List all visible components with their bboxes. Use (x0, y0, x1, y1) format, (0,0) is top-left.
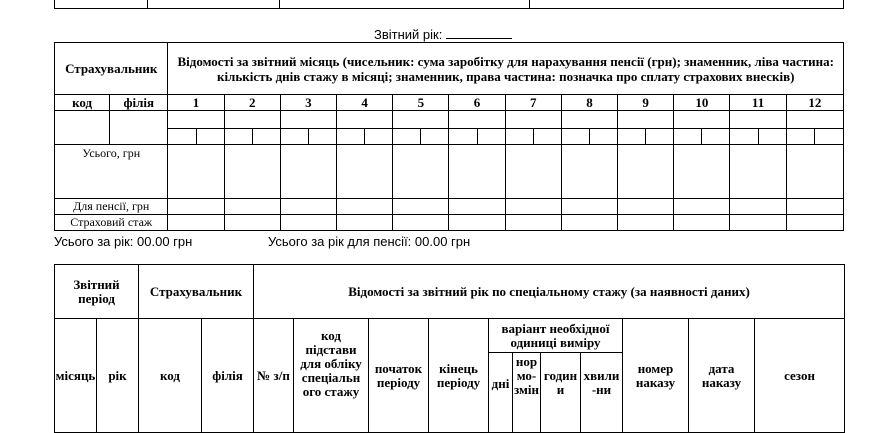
stazh-cell (505, 215, 561, 231)
hours-col-header: годин и (541, 353, 581, 433)
month-days-cell[interactable] (337, 129, 393, 145)
pension-cell (730, 199, 786, 215)
insurer-header: Страхувальник (55, 43, 168, 95)
total-cell (561, 145, 617, 199)
for-pension-label: Для пенсії, грн (55, 199, 168, 215)
total-cell (786, 145, 843, 199)
payment-mark-half[interactable] (421, 129, 448, 144)
total-cell (618, 145, 674, 199)
branch-header: філія (110, 95, 168, 111)
stazh-days-half[interactable] (674, 129, 702, 144)
payment-mark-half[interactable] (365, 129, 392, 144)
stazh-cell (674, 215, 730, 231)
payment-mark-half[interactable] (534, 129, 561, 144)
month-header-10: 10 (674, 95, 730, 111)
code-col-header: код (139, 319, 202, 433)
payment-mark-half[interactable] (253, 129, 280, 144)
month-value-cell[interactable] (337, 111, 393, 129)
total-cell (337, 145, 393, 199)
total-cell (449, 145, 505, 199)
month-value-cell[interactable] (618, 111, 674, 129)
total-cell (224, 145, 280, 199)
pension-cell (224, 199, 280, 215)
month-days-cell[interactable] (730, 129, 786, 145)
pension-cell (280, 199, 336, 215)
month-header-12: 12 (786, 95, 843, 111)
basis-code-col-header: код підстави для обліку спеціальн ого стажу (294, 319, 369, 433)
total-year-pension: Усього за рік для пенсії: 00.00 грн (268, 234, 471, 249)
month-days-cell[interactable] (449, 129, 505, 145)
special-stazh-table (54, 264, 845, 433)
stazh-days-half[interactable] (281, 129, 309, 144)
month-header-1: 1 (168, 95, 224, 111)
month-value-cell[interactable] (730, 111, 786, 129)
month-value-cell[interactable] (505, 111, 561, 129)
special-stazh-header: Відомості за звітний рік по спеціальному стажу (за наявності даних) (254, 265, 845, 319)
month-header-9: 9 (618, 95, 674, 111)
previous-table-fragment (54, 0, 844, 9)
month-header-2: 2 (224, 95, 280, 111)
norms-col-header: нор мо- змін (513, 353, 541, 433)
month-value-cell[interactable] (561, 111, 617, 129)
month-days-cell[interactable] (561, 129, 617, 145)
stazh-days-half[interactable] (618, 129, 646, 144)
period-start-col-header: початок періоду (369, 319, 429, 433)
month-value-cell[interactable] (393, 111, 449, 129)
stazh-cell (449, 215, 505, 231)
report-year-field[interactable] (446, 26, 512, 39)
payment-mark-half[interactable] (309, 129, 336, 144)
pension-cell (393, 199, 449, 215)
insurance-stazh-label: Страховий стаж (55, 215, 168, 231)
pension-cell (786, 199, 843, 215)
season-col-header: сезон (755, 319, 845, 433)
month-value-cell[interactable] (168, 111, 224, 129)
branch-cell[interactable] (110, 111, 168, 145)
month-value-cell[interactable] (224, 111, 280, 129)
month-value-cell[interactable] (449, 111, 505, 129)
stazh-cell (786, 215, 843, 231)
month-col-header: місяць (55, 319, 97, 433)
minutes-col-header: хвили -ни (581, 353, 623, 433)
payment-mark-half[interactable] (590, 129, 617, 144)
stazh-days-half[interactable] (787, 129, 816, 144)
report-year (374, 26, 512, 42)
pension-cell (561, 199, 617, 215)
total-cell (393, 145, 449, 199)
total-year: Усього за рік: 00.00 грн (54, 234, 193, 249)
month-header-11: 11 (730, 95, 786, 111)
stazh-days-half[interactable] (337, 129, 365, 144)
pension-cell (337, 199, 393, 215)
month-days-cell[interactable] (224, 129, 280, 145)
insurer-header-2: Страхувальник (139, 265, 254, 319)
pension-cell (674, 199, 730, 215)
stazh-cell (224, 215, 280, 231)
total-cell (168, 145, 224, 199)
stazh-days-half[interactable] (168, 129, 196, 144)
code-cell[interactable] (55, 111, 110, 145)
month-header-8: 8 (561, 95, 617, 111)
period-end-col-header: кінець періоду (429, 319, 489, 433)
month-header-3: 3 (280, 95, 336, 111)
stazh-cell (280, 215, 336, 231)
report-year-label: Звітний рік: (374, 27, 443, 42)
period-header: Звітний період (55, 265, 139, 319)
month-days-cell[interactable] (786, 129, 843, 145)
month-days-cell[interactable] (393, 129, 449, 145)
order-number-col-header: номер наказу (623, 319, 689, 433)
month-value-cell[interactable] (786, 111, 843, 129)
stazh-cell (168, 215, 224, 231)
pension-cell (449, 199, 505, 215)
month-days-cell[interactable] (280, 129, 336, 145)
total-uah-label: Усього, грн (55, 145, 168, 199)
pension-cell (618, 199, 674, 215)
stazh-cell (561, 215, 617, 231)
payment-mark-half[interactable] (759, 129, 786, 144)
days-col-header: дні (489, 353, 513, 433)
month-days-cell[interactable] (674, 129, 730, 145)
month-value-cell[interactable] (674, 111, 730, 129)
payment-mark-half[interactable] (197, 129, 224, 144)
stazh-cell (337, 215, 393, 231)
stazh-days-half[interactable] (506, 129, 534, 144)
days-payment-row (55, 129, 844, 145)
month-header-6: 6 (449, 95, 505, 111)
payment-mark-half[interactable] (478, 129, 505, 144)
number-col-header: № з/п (254, 319, 294, 433)
unit-variant-header: варіант необхідної одиниці виміру (489, 319, 623, 353)
total-cell (674, 145, 730, 199)
code-header: код (55, 95, 110, 111)
stazh-cell (730, 215, 786, 231)
month-header-5: 5 (393, 95, 449, 111)
stazh-days-half[interactable] (562, 129, 590, 144)
stazh-days-half[interactable] (393, 129, 421, 144)
payment-mark-half[interactable] (815, 129, 843, 144)
total-cell (505, 145, 561, 199)
pension-cell (168, 199, 224, 215)
month-header-7: 7 (505, 95, 561, 111)
monthly-data-table (54, 42, 844, 231)
stazh-cell (393, 215, 449, 231)
stazh-cell (618, 215, 674, 231)
stazh-days-half[interactable] (730, 129, 758, 144)
total-cell (730, 145, 786, 199)
stazh-days-half[interactable] (449, 129, 477, 144)
month-days-cell[interactable] (168, 129, 224, 145)
total-cell (280, 145, 336, 199)
month-days-cell[interactable] (618, 129, 674, 145)
branch-col-header: філія (202, 319, 254, 433)
month-header-4: 4 (337, 95, 393, 111)
monthly-info-header: Відомості за звітний місяць (чисельник: сума заробітку для нарахування пенсії (грн); знаменник, ліва частина: кількість днів стажу в місяці; знаменник, права частина: позначка про сплату страхових внесків) (168, 43, 844, 95)
month-days-cell[interactable] (505, 129, 561, 145)
pension-cell (505, 199, 561, 215)
month-value-cell[interactable] (280, 111, 336, 129)
order-date-col-header: дата наказу (689, 319, 755, 433)
payment-mark-half[interactable] (646, 129, 673, 144)
payment-mark-half[interactable] (702, 129, 729, 144)
stazh-days-half[interactable] (225, 129, 253, 144)
year-col-header: рік (97, 319, 139, 433)
